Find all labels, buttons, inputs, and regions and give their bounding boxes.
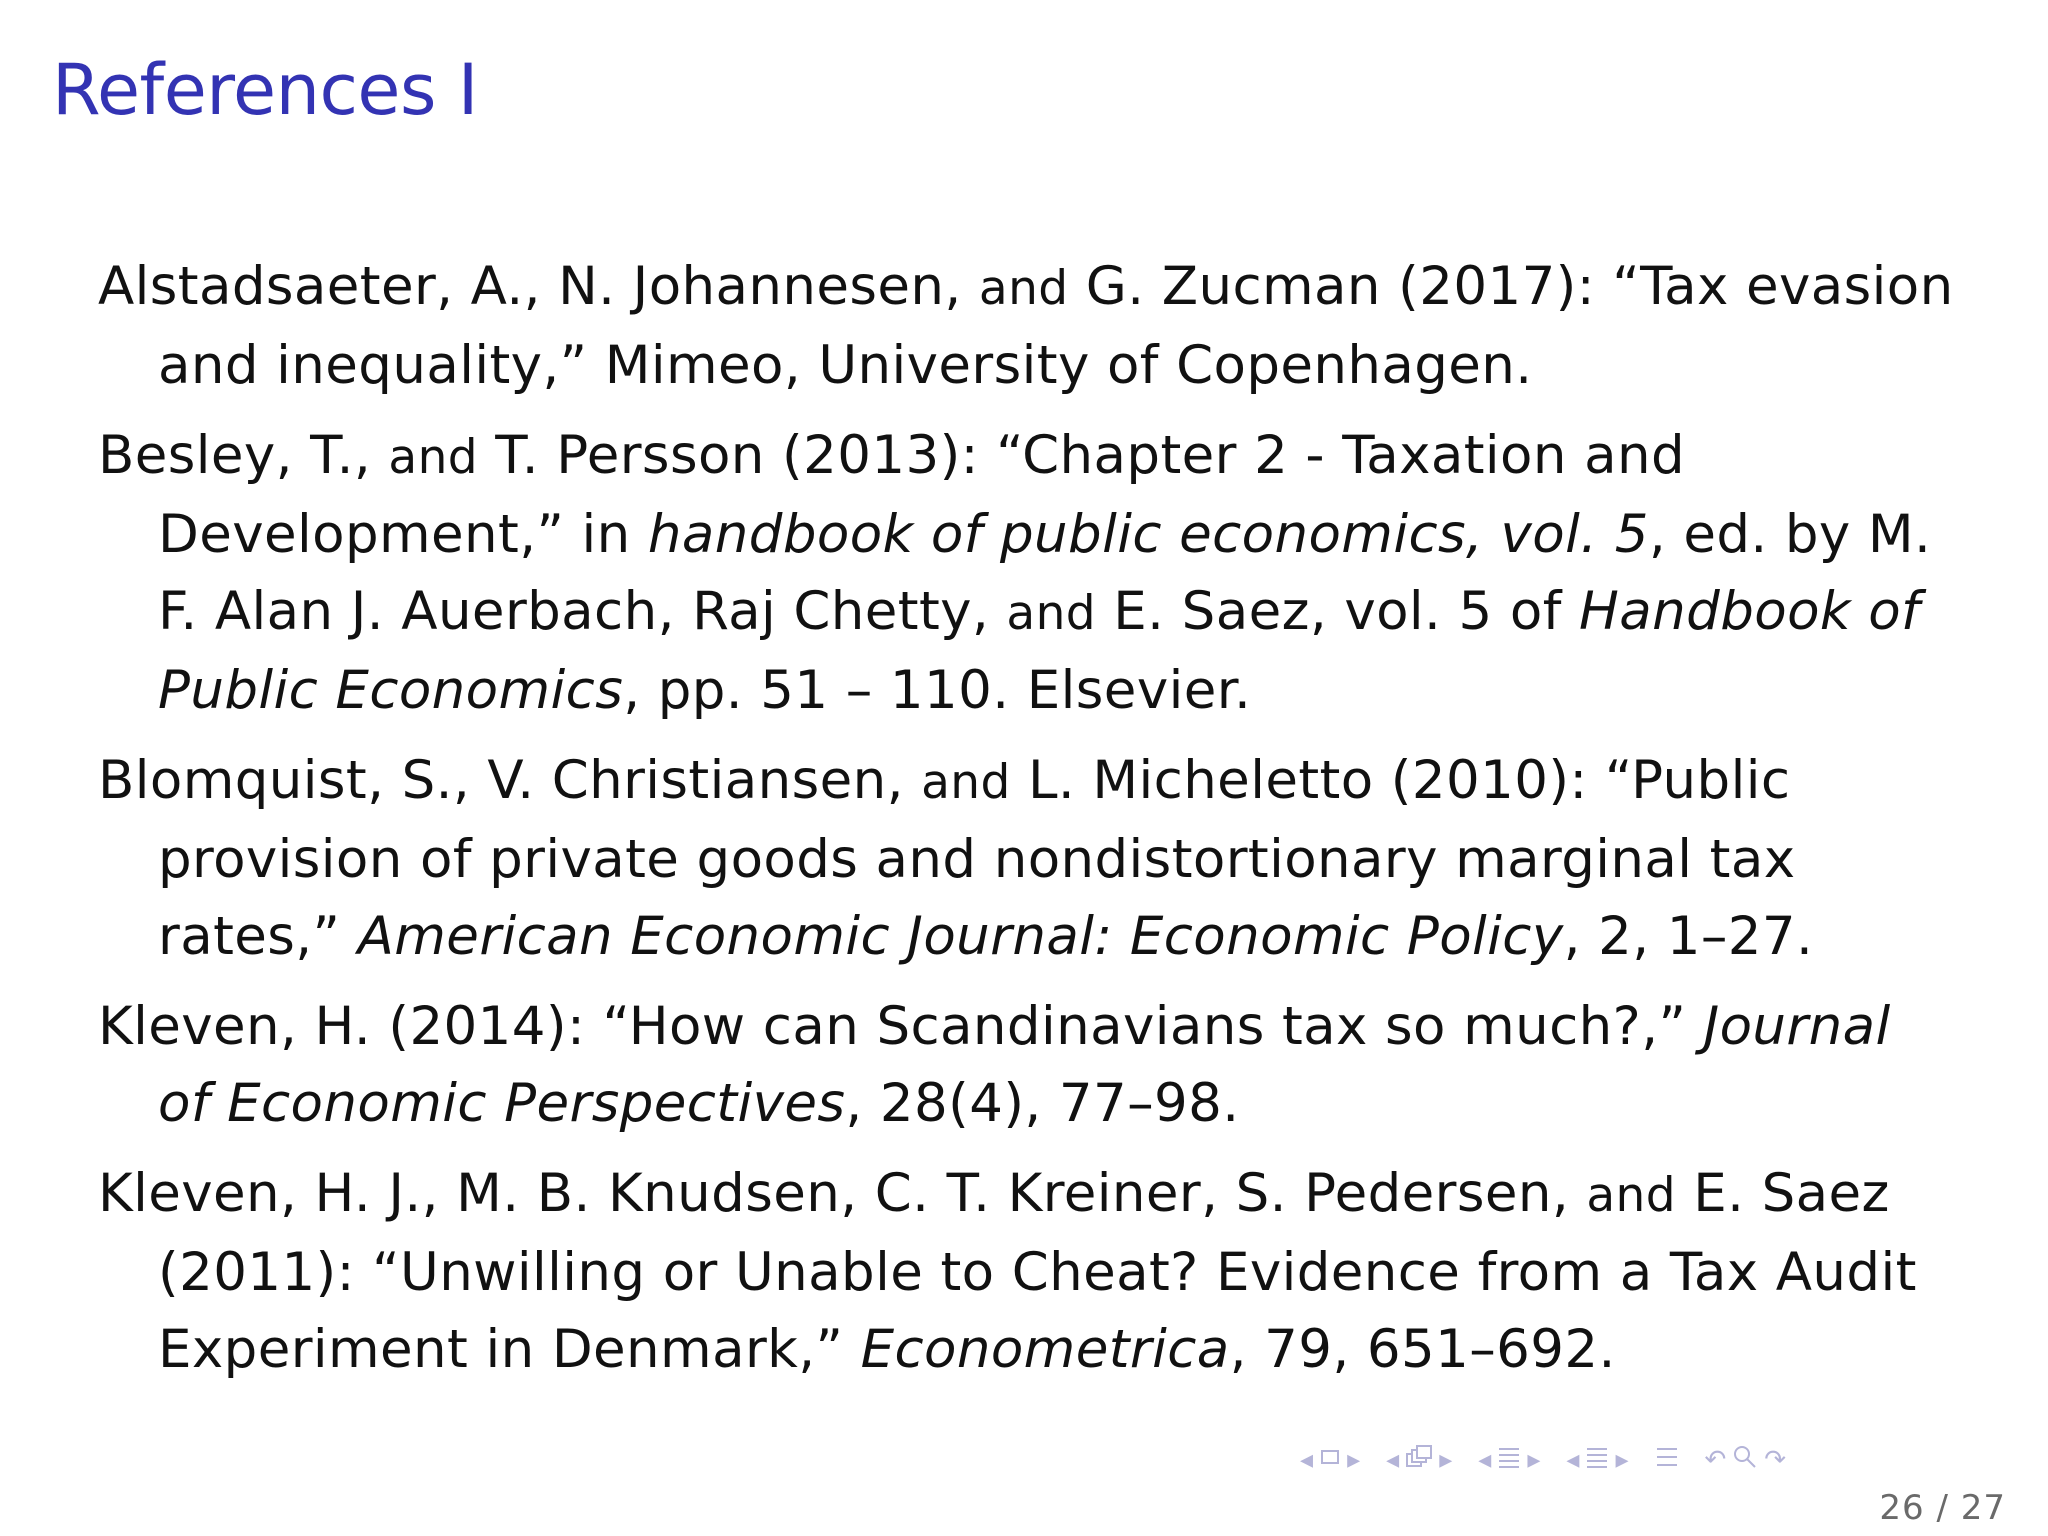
- reference-text: Kleven, H. J., M. B. Knudsen, C. T. Kreiner, S. Pedersen,: [98, 1163, 1587, 1224]
- reference-text: Besley, T.,: [98, 425, 389, 486]
- section-icon[interactable]: [1497, 1444, 1521, 1477]
- prev-arrow-icon[interactable]: ◂: [1300, 1445, 1314, 1475]
- frame-icon[interactable]: [1319, 1445, 1341, 1475]
- reference-text: Alstadsaeter, A., N. Johannesen,: [98, 256, 979, 317]
- reference-item: [98, 417, 1958, 729]
- reference-journal: Econometrica: [860, 1319, 1230, 1380]
- prev-arrow-icon[interactable]: ◂: [1566, 1445, 1580, 1475]
- forward-icon[interactable]: ↷: [1764, 1445, 1787, 1475]
- reference-text: , 2, 1–27.: [1563, 906, 1814, 967]
- reference-text: Kleven, H. (2014): “How can Scandinavians tax so much?,”: [98, 996, 1704, 1057]
- presentation-icon[interactable]: [1585, 1444, 1609, 1477]
- reference-text: , ed. by M. F. Alan J. Auerbach, Raj Chetty,: [158, 504, 1932, 642]
- reference-item: [98, 742, 1958, 975]
- next-arrow-icon[interactable]: ▸: [1439, 1445, 1453, 1475]
- reference-conjunction: and: [921, 755, 1011, 810]
- page-number: 26 / 27: [1879, 1488, 2006, 1528]
- next-arrow-icon[interactable]: ▸: [1527, 1445, 1541, 1475]
- search-icon[interactable]: [1732, 1444, 1758, 1477]
- beamer-navigation-bar: [1300, 1440, 2040, 1480]
- reference-conjunction: and: [1006, 586, 1097, 641]
- back-icon[interactable]: ↶: [1704, 1445, 1727, 1475]
- reference-list: [98, 248, 1958, 1401]
- prev-arrow-icon[interactable]: ◂: [1478, 1445, 1492, 1475]
- reference-text: , 79, 651–692.: [1229, 1319, 1616, 1380]
- next-arrow-icon[interactable]: ▸: [1347, 1445, 1361, 1475]
- reference-conjunction: and: [388, 430, 479, 485]
- reference-text: , 28(4), 77–98.: [845, 1073, 1240, 1134]
- reference-journal: Journal of Economic Perspectives: [158, 996, 1891, 1134]
- reference-text: , pp. 51 – 110. Elsevier.: [623, 660, 1252, 721]
- reference-item: [98, 988, 1958, 1142]
- reference-text: Blomquist, S., V. Christiansen,: [98, 750, 922, 811]
- prev-arrow-icon[interactable]: ◂: [1386, 1445, 1400, 1475]
- reference-series-title: Handbook of Public Economics: [158, 581, 1921, 721]
- reference-text: E. Saez, vol. 5 of: [1096, 581, 1580, 642]
- reference-text: E. Saez (2011): “Unwilling or Unable to Cheat? Evidence from a Tax Audit Experiment in Denmark,”: [158, 1163, 1917, 1380]
- reference-text: G. Zucman (2017): “Tax evasion and inequality,” Mimeo, University of Copenhagen.: [158, 256, 1954, 396]
- reference-book-title: handbook of public economics, vol. 5: [647, 504, 1649, 565]
- reference-text: T. Persson (2013): “Chapter 2 - Taxation and Development,” in: [158, 425, 1686, 565]
- reference-text: L. Micheletto (2010): “Public provision of private goods and nondistortionary marginal tax rates,”: [158, 750, 1796, 967]
- reference-item: [98, 248, 1958, 404]
- reference-conjunction: and: [1586, 1168, 1676, 1223]
- slide-title: References I: [52, 49, 478, 131]
- next-arrow-icon[interactable]: ▸: [1615, 1445, 1629, 1475]
- subsection-icon[interactable]: [1405, 1444, 1433, 1477]
- reference-journal: American Economic Journal: Economic Policy: [357, 906, 1564, 967]
- reference-item: [98, 1155, 1958, 1388]
- reference-conjunction: and: [978, 261, 1069, 316]
- toc-icon[interactable]: [1655, 1444, 1679, 1477]
